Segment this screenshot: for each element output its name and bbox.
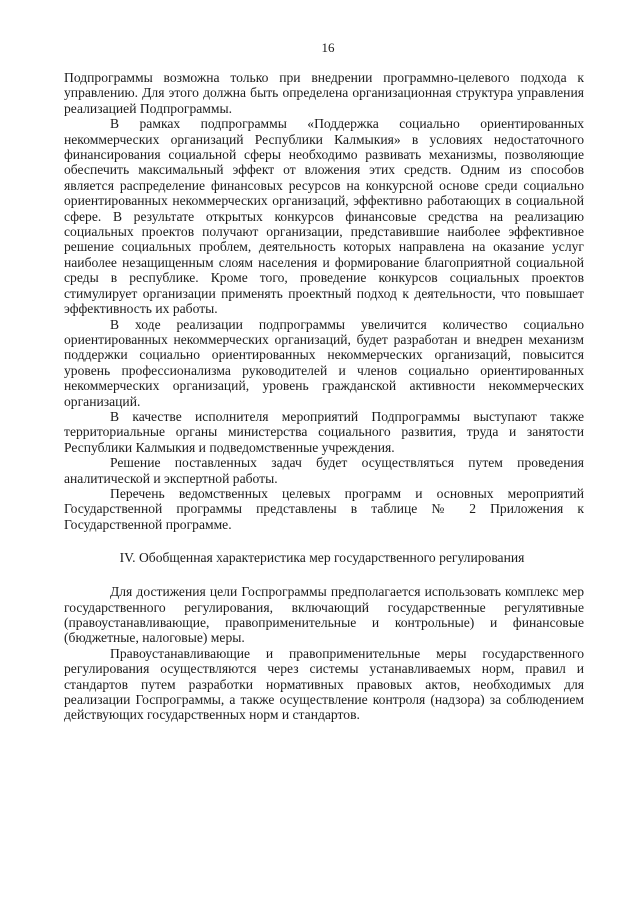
paragraph-3: В ходе реализации подпрограммы увеличится количество социально ориентированных некоммерческих организаций, будет разработан и внедрен механизм поддержки социально ориентированных некоммерческих организаций, повысится уровень профессионализма руководителей и членов социально ориентированных некоммерческих организаций, уровень гражданской активности некоммерческих организаций. [64,316,584,409]
page-number: 16 [321,40,335,55]
paragraph-1: Подпрограммы возможна только при внедрении программно-целевого подхода к управлению. Для этого должна быть определена организационная структура управления реализацией Подпрограммы. [64,70,584,116]
paragraph-4: В качестве исполнителя мероприятий Подпрограммы выступают также территориальные органы министерства социального развития, труда и занятости Республики Калмыкия и подведомственные учреждения. [64,408,584,455]
section-heading: IV. Обобщенная характеристика мер государственного регулирования [119,550,525,566]
paragraph-6: Перечень ведомственных целевых программ и основных мероприятий Государственной программы представлены в таблице № 2 Приложения к Государственной программе. [64,485,584,532]
paragraph-2: В рамках подпрограммы «Поддержка социально ориентированных некоммерческих организаций Республики Калмыкия» в условиях недостаточного финансирования социальной сферы необходимо развивать механизмы, позволяющие обеспечить максимальный эффект от вложения этих средств. Одним из способов является распределение финансовых ресурсов на конкурсной основе среди социально ориентированных некоммерческих организаций, эффективно работающих в социальной сфере. В результате открытых конкурсов финансовые средства на реализацию социальных проектов получают организации, представившие наиболее эффективное решение социальных проблем, деятельность которых направлена на оказание услуг наиболее незащищенным слоям населения и формирование благоприятной социальной среды в республике. Кроме того, проведение конкурсов социальных проектов стимулирует организации применять проектный подход к деятельности, что повышает эффективность их работы. [64,116,584,317]
paragraph-7: Для достижения цели Госпрограммы предполагается использовать комплекс мер государственного регулирования, включающий государственные регулятивные (правоустанавливающие, правоприменительные и контрольные) и финансовые (бюджетные, налоговые) меры. [64,584,584,646]
paragraph-5: Решение поставленных задач будет осуществляться путем проведения аналитической и экспертной работы. [64,455,584,486]
paragraph-8: Правоустанавливающие и правоприменительные меры государственного регулирования осуществляются через системы устанавливаемых норм, правил и стандартов путем разработки нормативных правовых актов, необходимых для реализации Госпрограммы, а также осуществление контроля (надзора) за соблюдением действующих государственных норм и стандартов. [64,645,584,723]
